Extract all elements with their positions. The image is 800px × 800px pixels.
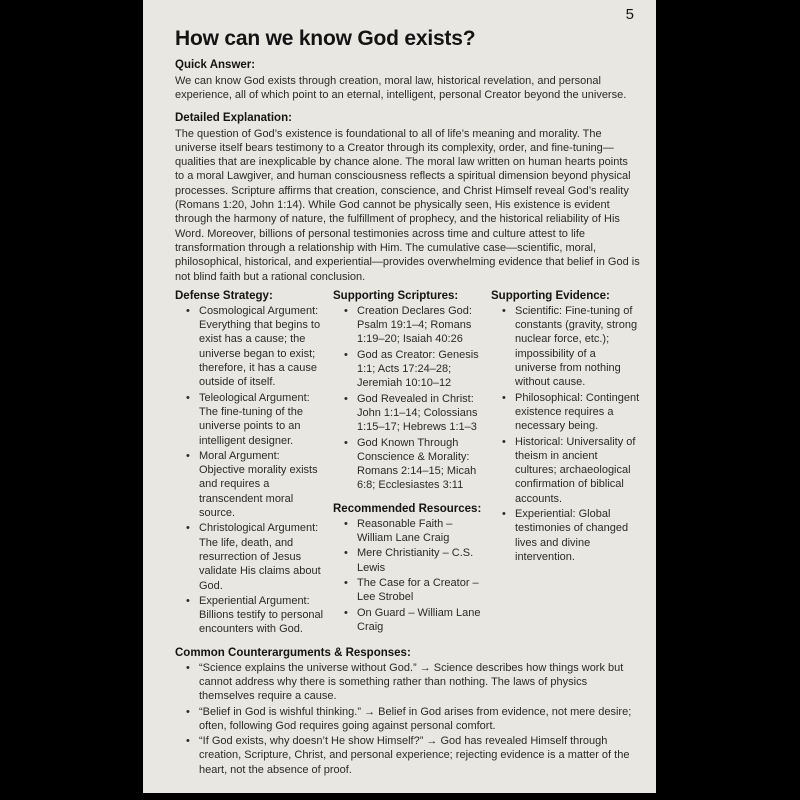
scriptures-resources-column xyxy=(333,289,482,638)
list-item: • God as Creator: Genesis 1:1; Acts 17:24–28; Jeremiah 10:10–12 xyxy=(357,348,482,391)
counterarguments-heading: Common Counterarguments & Responses: xyxy=(175,646,411,659)
list-item: • Mere Christianity – C.S. Lewis xyxy=(357,546,482,575)
list-item: • Christological Argument: The life, death, and resurrection of Jesus validate His claims about God. xyxy=(199,521,324,592)
list-item: • Moral Argument: Objective morality exists and requires a transcendent moral source. xyxy=(199,449,324,520)
list-item: • On Guard – William Lane Craig xyxy=(357,606,482,635)
list-item: • “Science explains the universe without God.” → Science describes how things work but cannot address why there is something rather than nothing. The laws of physics themselves require a cause. xyxy=(199,661,640,704)
list-item: • Experiential Argument: Billions testify to personal encounters with God. xyxy=(199,594,324,637)
document-page xyxy=(143,0,656,793)
quick-answer-heading: Quick Answer: xyxy=(175,59,256,71)
recommended-resources-heading: Recommended Resources: xyxy=(333,502,482,515)
list-item: • God Known Through Conscience & Morality: Romans 2:14–15; Micah 6:8; Ecclesiastes 3:11 xyxy=(357,436,482,493)
detailed-explanation-heading: Detailed Explanation: xyxy=(175,111,292,124)
supporting-scriptures-list xyxy=(333,304,482,493)
defense-strategy-heading: Defense Strategy: xyxy=(175,289,273,302)
quick-answer-text: We can know God exists through creation, moral law, historical revelation, and personal experience, all of which point to an eternal, intelligent, personal Creator beyond the universe. xyxy=(175,75,627,102)
page-title: How can we know God exists? xyxy=(175,27,476,50)
list-item: • “If God exists, why doesn’t He show Himself?” → God has revealed Himself through creation, Scripture, Christ, and personal experience; rejecting evidence is a matter of the heart, not the absence of proof. xyxy=(199,734,640,777)
detailed-explanation-section xyxy=(175,111,640,284)
list-item: • Philosophical: Contingent existence requires a necessary being. xyxy=(515,391,640,434)
list-item: • Creation Declares God: Psalm 19:1–4; Romans 1:19–20; Isaiah 40:26 xyxy=(357,304,482,347)
list-item: • Reasonable Faith – William Lane Craig xyxy=(357,517,482,546)
three-column-layout xyxy=(175,289,640,638)
detailed-explanation-text: The question of God’s existence is foundational to all of life’s meaning and morality. The universe itself bears testimony to a Creator through its complexity, order, and fine-tuning—qualities that are inexplicable by chance alone. The moral law written on human hearts points to a moral Lawgiver, and human consciousness reflects a spiritual dimension beyond physical processes. Scripture affirms that creation, conscience, and Christ Himself reveal God’s reality (Romans 1:20, John 1:14). While God cannot be physically seen, His existence is evident through the harmony of nature, the fulfillment of prophecy, and the historical reliability of His Word. Moreover, billions of personal testimonies across time and culture attest to life transformation through a relationship with Him. The cumulative case—scientific, moral, philosophical, historical, and experiential—provides overwhelming evidence that belief in God is not blind faith but a rational conclusion. xyxy=(175,127,640,283)
supporting-evidence-list xyxy=(491,304,640,564)
list-item: • “Belief in God is wishful thinking.” → Belief in God arises from evidence, not mere desire; often, following God requires going against personal comfort. xyxy=(199,705,640,734)
list-item: • Teleological Argument: The fine-tuning of the universe points to an intelligent designer. xyxy=(199,391,324,448)
list-item: • Experiential: Global testimonies of changed lives and divine intervention. xyxy=(515,507,640,564)
page-number: 5 xyxy=(625,6,634,23)
list-item: • Scientific: Fine-tuning of constants (gravity, strong nuclear force, etc.); impossibility of a universe from nothing without cause. xyxy=(515,304,640,390)
recommended-resources-list xyxy=(333,517,482,634)
list-item: • The Case for a Creator – Lee Strobel xyxy=(357,576,482,605)
list-item: • Historical: Universality of theism in ancient cultures; archaeological confirmation of biblical accounts. xyxy=(515,435,640,506)
counterarguments-list xyxy=(175,661,640,777)
list-item: • Cosmological Argument: Everything that begins to exist has a cause; the universe began to exist; therefore, it has a cause outside of itself. xyxy=(199,304,324,390)
supporting-scriptures-heading: Supporting Scriptures: xyxy=(333,289,459,302)
list-item: • God Revealed in Christ: John 1:1–14; Colossians 1:15–17; Hebrews 1:1–3 xyxy=(357,392,482,435)
quick-answer-section xyxy=(175,58,640,103)
supporting-evidence-column xyxy=(491,289,640,638)
defense-strategy-column xyxy=(175,289,324,638)
counterarguments-section xyxy=(175,646,640,777)
supporting-evidence-heading: Supporting Evidence: xyxy=(491,289,610,302)
defense-strategy-list xyxy=(175,304,324,637)
